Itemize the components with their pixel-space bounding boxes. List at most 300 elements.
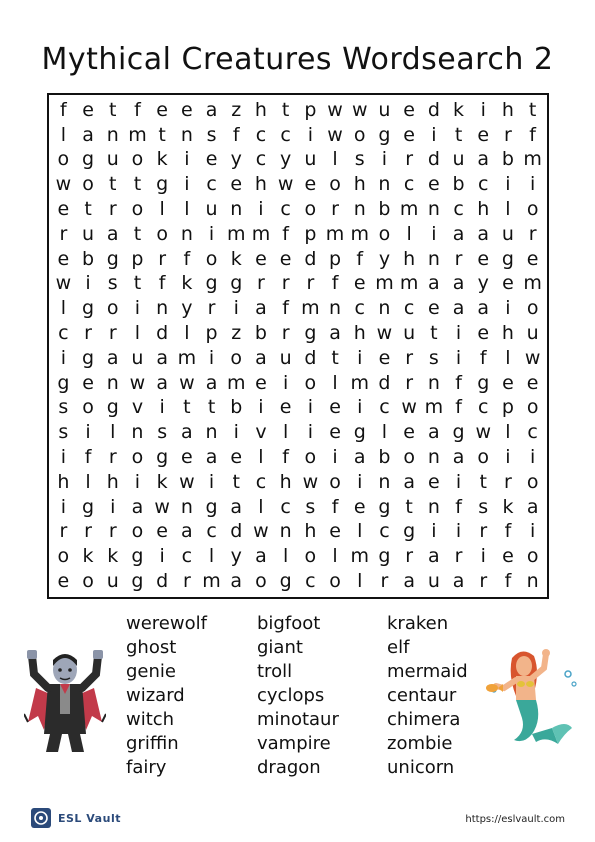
- grid-letter: e: [378, 346, 391, 369]
- grid-letter: u: [106, 148, 119, 171]
- grid-letter: o: [329, 570, 341, 593]
- grid-letter: m: [226, 222, 246, 245]
- grid-letter: u: [131, 346, 144, 369]
- grid-letter: r: [479, 570, 488, 593]
- grid-letter: e: [255, 371, 267, 394]
- grid-letter: t: [109, 98, 117, 121]
- grid-letter: e: [82, 371, 94, 394]
- grid-letter: g: [57, 371, 70, 394]
- grid-letter: o: [403, 446, 415, 469]
- grid-letter: r: [108, 446, 117, 469]
- grid-letter: b: [378, 198, 391, 221]
- grid-letter: t: [331, 346, 339, 369]
- grid-letter: i: [85, 272, 91, 295]
- grid-letter: m: [424, 396, 444, 419]
- grid-letter: f: [282, 297, 289, 320]
- grid-letter: r: [454, 545, 463, 568]
- grid-letter: n: [180, 222, 193, 245]
- grid-letter: l: [381, 421, 388, 444]
- grid-letter: f: [479, 346, 487, 369]
- grid-letter: d: [156, 570, 169, 593]
- grid-letter: d: [304, 346, 317, 369]
- grid-letter: e: [230, 173, 243, 196]
- grid-letter: d: [427, 148, 440, 171]
- grid-letter: i: [258, 198, 264, 221]
- grid-letter: l: [406, 222, 412, 245]
- grid-letter: o: [353, 123, 366, 146]
- grid-letter: c: [255, 148, 267, 171]
- grid-letter: l: [184, 322, 190, 345]
- grid-letter: p: [501, 396, 514, 419]
- grid-letter: k: [156, 148, 168, 171]
- grid-letter: k: [230, 247, 242, 270]
- grid-letter: e: [477, 123, 490, 146]
- grid-letter: k: [107, 545, 119, 568]
- grid-letter: g: [501, 247, 514, 270]
- grid-letter: r: [504, 470, 512, 493]
- grid-letter: i: [431, 222, 437, 245]
- grid-letter: t: [84, 198, 92, 221]
- grid-letter: f: [455, 396, 462, 419]
- grid-letter: r: [405, 346, 414, 369]
- grid-letter: n: [427, 446, 440, 469]
- grid-letter: n: [378, 470, 391, 493]
- grid-letter: w: [179, 371, 195, 394]
- grid-letter: h: [353, 322, 366, 345]
- grid-letter: a: [428, 421, 440, 444]
- grid-letter: n: [378, 173, 391, 196]
- grid-letter: u: [403, 322, 416, 345]
- grid-letter: n: [427, 495, 440, 518]
- grid-letter: o: [82, 570, 94, 593]
- grid-letter: n: [106, 371, 119, 394]
- grid-letter: p: [329, 247, 342, 270]
- grid-letter: l: [60, 123, 66, 146]
- grid-letter: p: [304, 98, 317, 121]
- grid-letter: t: [133, 173, 142, 196]
- grid-letter: y: [230, 148, 242, 171]
- grid-letter: e: [304, 173, 317, 196]
- grid-letter: e: [205, 148, 218, 171]
- grid-letter: a: [353, 446, 366, 469]
- grid-letter: o: [82, 396, 94, 419]
- grid-letter: o: [304, 198, 317, 221]
- grid-letter: e: [57, 247, 70, 270]
- grid-letter: t: [183, 396, 191, 419]
- grid-letter: t: [232, 470, 240, 493]
- grid-letter: h: [254, 98, 267, 121]
- grid-letter: l: [357, 570, 363, 593]
- grid-letter: a: [205, 371, 218, 394]
- word-list-item: zombie: [387, 733, 453, 754]
- grid-letter: n: [180, 123, 193, 146]
- vampire-illustration-icon: [24, 644, 106, 756]
- word-list-item: mermaid: [387, 661, 468, 682]
- grid-letter: w: [327, 98, 343, 121]
- grid-letter: a: [205, 98, 218, 121]
- grid-letter: r: [108, 198, 117, 221]
- grid-letter: o: [57, 148, 70, 171]
- grid-letter: f: [158, 272, 166, 295]
- grid-letter: w: [475, 421, 492, 444]
- grid-letter: e: [156, 520, 168, 543]
- grid-letter: f: [504, 570, 512, 593]
- grid-letter: w: [376, 322, 393, 345]
- grid-letter: c: [403, 173, 415, 196]
- grid-letter: c: [354, 297, 365, 320]
- grid-letter: i: [505, 173, 511, 196]
- grid-letter: l: [60, 297, 66, 320]
- grid-letter: l: [505, 198, 511, 221]
- grid-letter: t: [158, 123, 166, 146]
- grid-letter: f: [134, 98, 141, 121]
- grid-letter: d: [427, 98, 440, 121]
- grid-letter: u: [82, 222, 95, 245]
- grid-letter: g: [82, 495, 95, 518]
- grid-letter: o: [131, 446, 144, 469]
- word-list-item: elf: [387, 637, 410, 658]
- grid-letter: c: [255, 123, 267, 146]
- grid-letter: i: [283, 371, 289, 394]
- grid-letter: g: [131, 545, 144, 568]
- grid-letter: n: [526, 570, 539, 593]
- grid-letter: r: [306, 272, 315, 295]
- grid-letter: a: [156, 346, 168, 369]
- grid-letter: r: [405, 148, 414, 171]
- grid-letter: o: [526, 545, 539, 568]
- grid-letter: h: [106, 470, 119, 493]
- grid-letter: e: [403, 98, 415, 121]
- grid-letter: i: [332, 446, 338, 469]
- grid-letter: k: [181, 272, 193, 295]
- grid-letter: f: [331, 272, 339, 295]
- footer-url[interactable]: https://eslvault.com: [465, 814, 565, 825]
- grid-letter: b: [501, 148, 514, 171]
- grid-letter: e: [526, 371, 539, 394]
- grid-letter: m: [128, 123, 147, 146]
- grid-letter: i: [134, 297, 141, 320]
- grid-letter: s: [428, 346, 439, 369]
- grid-letter: s: [157, 421, 168, 444]
- grid-letter: y: [378, 247, 391, 270]
- grid-letter: r: [182, 570, 191, 593]
- grid-letter: l: [283, 545, 289, 568]
- grid-letter: w: [524, 346, 541, 369]
- grid-letter: a: [230, 570, 243, 593]
- grid-letter: e: [82, 98, 94, 121]
- grid-letter: i: [159, 545, 165, 568]
- grid-letter: m: [301, 297, 320, 320]
- grid-letter: d: [230, 520, 243, 543]
- grid-letter: c: [255, 470, 267, 493]
- grid-letter: l: [357, 520, 363, 543]
- word-list-item: werewolf: [126, 613, 207, 634]
- word-list-item: minotaur: [257, 709, 339, 730]
- grid-letter: i: [208, 222, 215, 245]
- grid-letter: l: [159, 198, 165, 221]
- grid-letter: c: [379, 520, 390, 543]
- grid-letter: w: [351, 98, 368, 121]
- grid-letter: i: [455, 346, 462, 369]
- grid-letter: i: [307, 123, 313, 146]
- esl-vault-logo: [30, 806, 121, 830]
- grid-letter: e: [57, 198, 70, 221]
- grid-letter: e: [427, 173, 440, 196]
- grid-letter: g: [205, 495, 218, 518]
- grid-letter: i: [505, 446, 511, 469]
- grid-letter: s: [58, 396, 69, 419]
- grid-letter: a: [181, 520, 193, 543]
- grid-letter: i: [208, 470, 215, 493]
- grid-letter: i: [530, 173, 536, 196]
- grid-letter: s: [478, 495, 489, 518]
- grid-letter: h: [477, 198, 490, 221]
- grid-letter: g: [82, 346, 95, 369]
- grid-letter: i: [357, 396, 363, 419]
- grid-letter: o: [526, 470, 539, 493]
- grid-letter: e: [403, 123, 415, 146]
- grid-letter: n: [353, 198, 366, 221]
- grid-letter: w: [55, 272, 72, 295]
- grid-letter: s: [107, 272, 118, 295]
- grid-letter: e: [57, 570, 70, 593]
- grid-letter: e: [403, 421, 415, 444]
- grid-letter: a: [106, 346, 119, 369]
- grid-letter: l: [505, 346, 511, 369]
- grid-letter: i: [60, 446, 66, 469]
- grid-letter: b: [82, 247, 95, 270]
- grid-letter: r: [331, 198, 339, 221]
- grid-letter: a: [181, 421, 193, 444]
- grid-letter: r: [405, 545, 414, 568]
- grid-letter: f: [183, 247, 191, 270]
- word-list-item: bigfoot: [257, 613, 321, 634]
- grid-letter: y: [230, 545, 242, 568]
- grid-letter: o: [131, 148, 144, 171]
- grid-letter: l: [184, 198, 190, 221]
- grid-letter: a: [477, 222, 490, 245]
- grid-letter: o: [526, 396, 539, 419]
- grid-letter: h: [353, 173, 366, 196]
- grid-letter: c: [280, 198, 291, 221]
- grid-letter: i: [258, 396, 264, 419]
- grid-letter: k: [82, 545, 94, 568]
- grid-letter: s: [354, 148, 365, 171]
- grid-letter: s: [206, 123, 217, 146]
- grid-letter: u: [452, 148, 465, 171]
- grid-letter: y: [280, 148, 292, 171]
- grid-letter: n: [279, 520, 292, 543]
- grid-letter: a: [82, 123, 94, 146]
- grid-letter: g: [477, 371, 490, 394]
- grid-letter: i: [184, 173, 190, 196]
- grid-letter: i: [307, 396, 313, 419]
- grid-letter: e: [329, 396, 341, 419]
- word-list-item: witch: [126, 709, 175, 730]
- grid-letter: i: [307, 421, 313, 444]
- word-list-item: kraken: [387, 613, 449, 634]
- grid-letter: e: [279, 247, 292, 270]
- esl-vault-logo-icon: [30, 807, 52, 829]
- grid-letter: f: [504, 520, 512, 543]
- grid-letter: a: [403, 470, 415, 493]
- grid-letter: n: [230, 198, 243, 221]
- word-list-item: dragon: [257, 757, 321, 778]
- grid-letter: m: [325, 222, 345, 245]
- grid-letter: u: [378, 98, 391, 121]
- grid-letter: c: [206, 520, 217, 543]
- grid-letter: e: [279, 396, 292, 419]
- grid-letter: l: [332, 148, 338, 171]
- grid-letter: o: [526, 297, 539, 320]
- grid-letter: i: [381, 148, 388, 171]
- grid-letter: o: [329, 173, 341, 196]
- grid-letter: r: [281, 322, 290, 345]
- word-list: [126, 612, 486, 780]
- grid-letter: s: [58, 421, 69, 444]
- grid-letter: u: [205, 198, 218, 221]
- grid-letter: g: [230, 272, 243, 295]
- grid-letter: o: [304, 371, 317, 394]
- grid-letter: o: [304, 545, 317, 568]
- grid-letter: l: [258, 446, 264, 469]
- grid-letter: n: [427, 371, 440, 394]
- grid-letter: w: [327, 123, 343, 146]
- grid-letter: o: [378, 222, 391, 245]
- grid-letter: g: [353, 421, 366, 444]
- grid-letter: r: [108, 520, 117, 543]
- grid-letter: e: [156, 98, 168, 121]
- grid-letter: i: [455, 470, 462, 493]
- grid-letter: p: [304, 222, 317, 245]
- grid-letter: v: [131, 396, 144, 419]
- grid-letter: c: [527, 421, 538, 444]
- grid-letter: v: [255, 421, 267, 444]
- grid-letter: g: [131, 570, 144, 593]
- grid-letter: c: [379, 396, 390, 419]
- grid-letter: n: [378, 297, 391, 320]
- grid-letter: e: [255, 247, 267, 270]
- grid-letter: c: [206, 173, 217, 196]
- word-list-item: chimera: [387, 709, 461, 730]
- grid-letter: d: [156, 322, 169, 345]
- grid-letter: w: [154, 495, 170, 518]
- grid-letter: w: [253, 520, 269, 543]
- grid-letter: f: [59, 98, 67, 121]
- grid-letter: l: [332, 371, 338, 394]
- grid-letter: i: [455, 322, 462, 345]
- grid-letter: a: [452, 446, 465, 469]
- grid-letter: i: [505, 297, 511, 320]
- letter-grid: [47, 93, 549, 599]
- word-list-item: vampire: [257, 733, 331, 754]
- grid-letter: r: [454, 247, 463, 270]
- grid-letter: o: [57, 545, 70, 568]
- grid-letter: o: [82, 173, 94, 196]
- grid-letter: e: [502, 272, 514, 295]
- word-list-item: giant: [257, 637, 303, 658]
- grid-letter: g: [452, 421, 465, 444]
- grid-letter: a: [255, 545, 267, 568]
- grid-letter: a: [452, 297, 465, 320]
- word-list-item: griffin: [126, 733, 179, 754]
- grid-letter: u: [279, 346, 292, 369]
- grid-letter: g: [156, 173, 169, 196]
- grid-letter: a: [131, 495, 144, 518]
- grid-letter: f: [282, 446, 289, 469]
- word-list-item: wizard: [126, 685, 185, 706]
- grid-letter: t: [281, 98, 290, 121]
- grid-letter: c: [403, 297, 415, 320]
- grid-letter: a: [403, 570, 415, 593]
- grid-letter: o: [230, 346, 243, 369]
- grid-letter: z: [231, 322, 242, 345]
- grid-letter: y: [477, 272, 489, 295]
- grid-letter: i: [455, 520, 462, 543]
- grid-letter: o: [106, 297, 119, 320]
- grid-letter: l: [283, 421, 289, 444]
- word-list-item: troll: [257, 661, 293, 682]
- grid-letter: m: [523, 148, 542, 171]
- grid-letter: w: [179, 470, 195, 493]
- grid-letter: m: [177, 346, 197, 369]
- grid-letter: g: [378, 495, 391, 518]
- grid-letter: a: [255, 297, 267, 320]
- grid-letter: p: [131, 247, 144, 270]
- grid-letter: h: [501, 98, 514, 121]
- grid-letter: g: [106, 247, 119, 270]
- grid-letter: w: [302, 470, 319, 493]
- grid-letter: r: [59, 222, 68, 245]
- grid-letter: f: [455, 495, 462, 518]
- grid-letter: n: [131, 421, 144, 444]
- grid-letter: o: [131, 198, 144, 221]
- grid-letter: g: [279, 570, 292, 593]
- grid-letter: n: [156, 297, 169, 320]
- word-list-item: cyclops: [257, 685, 325, 706]
- grid-letter: c: [478, 173, 489, 196]
- grid-letter: a: [329, 322, 341, 345]
- grid-letter: r: [281, 272, 290, 295]
- grid-letter: m: [350, 371, 369, 394]
- grid-letter: r: [158, 247, 167, 270]
- grid-letter: u: [501, 222, 514, 245]
- grid-letter: u: [304, 148, 317, 171]
- grid-letter: r: [257, 272, 265, 295]
- grid-letter: a: [477, 148, 490, 171]
- grid-letter: r: [84, 520, 92, 543]
- grid-letter: m: [350, 222, 369, 245]
- grid-letter: r: [528, 222, 537, 245]
- grid-letter: e: [502, 545, 514, 568]
- grid-letter: c: [280, 123, 291, 146]
- grid-letter: t: [479, 470, 487, 493]
- grid-letter: a: [156, 371, 168, 394]
- grid-letter: s: [305, 495, 316, 518]
- grid-letter: c: [58, 322, 69, 345]
- grid-letter: u: [526, 322, 539, 345]
- grid-letter: i: [85, 421, 91, 444]
- grid-letter: n: [329, 297, 342, 320]
- grid-letter: i: [233, 297, 239, 320]
- grid-letter: c: [280, 495, 291, 518]
- grid-letter: w: [55, 173, 72, 196]
- grid-letter: i: [357, 470, 363, 493]
- grid-letter: g: [378, 545, 391, 568]
- grid-letter: h: [304, 520, 317, 543]
- grid-letter: n: [427, 198, 440, 221]
- grid-letter: l: [110, 421, 116, 444]
